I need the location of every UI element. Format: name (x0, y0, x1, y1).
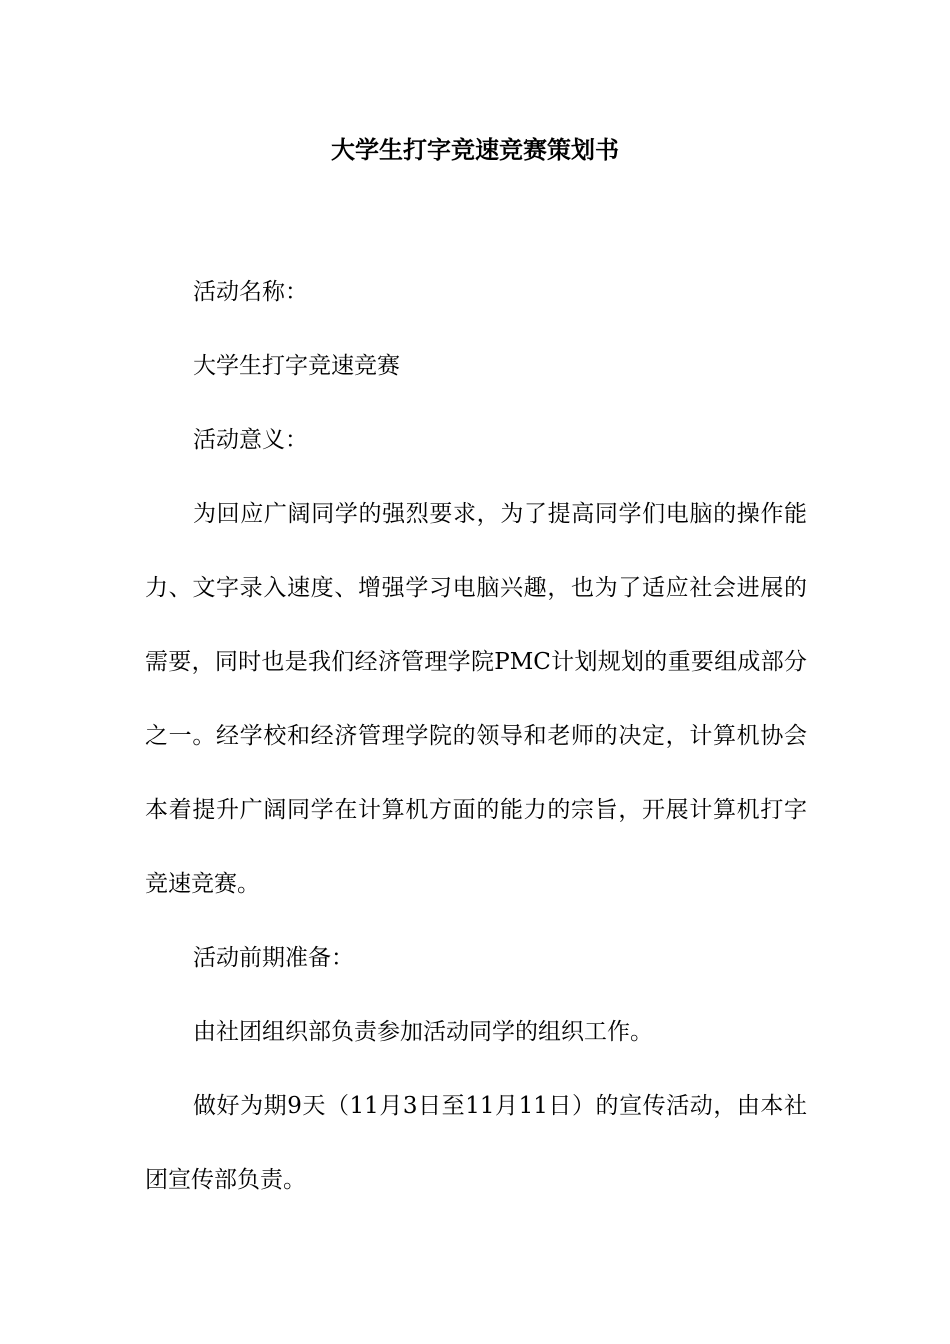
paragraph-activity-significance: 为回应广阔同学的强烈要求，为了提高同学们电脑的操作能力、文字录入速度、增强学习电脑兴趣，也为了适应社会进展的需要，同时也是我们经济管理学院PMC计划规划的重要组成部分之一。经学校和经济管理学院的领导和老师的决定，计算机协会本着提升广阔同学在计算机方面的能力的宗旨，开展计算机打字竞速竞赛。 (145, 501, 807, 897)
paragraph-preparation-organization: 由社团组织部负责参加活动同学的组织工作。 (193, 1019, 653, 1045)
paragraph-preparation-heading: 活动前期准备： (193, 945, 354, 971)
document-body (145, 255, 807, 1217)
paragraph-activity-name: 大学生打字竞速竞赛 (193, 353, 400, 379)
paragraph-preparation-publicity: 做好为期9天（11月3日至11月11日）的宣传活动，由本社团宣传部负责。 (145, 1093, 807, 1193)
paragraph-activity-significance-heading: 活动意义： (193, 427, 308, 453)
paragraph-activity-name-heading: 活动名称： (193, 279, 308, 305)
document-title: 大学生打字竞速竞赛策划书 (331, 135, 619, 164)
